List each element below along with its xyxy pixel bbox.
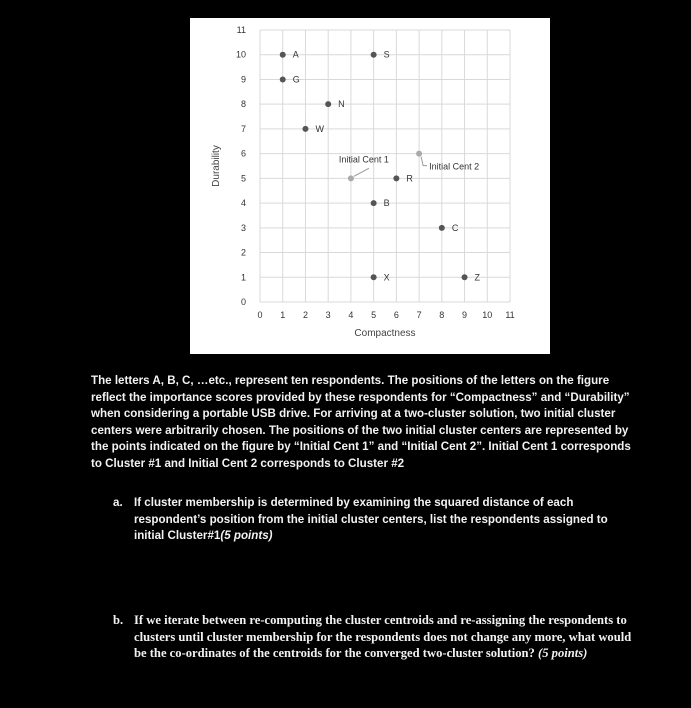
x-tick-label-4: 4 — [348, 310, 354, 320]
centroid-2 — [416, 151, 422, 157]
centroid-1 — [348, 175, 354, 181]
point-G — [280, 76, 286, 82]
question-a-body — [134, 495, 633, 545]
point-label-S: S — [383, 49, 390, 60]
x-tick-label-8: 8 — [439, 310, 445, 320]
centroid-2-callout — [421, 157, 427, 166]
question-a-points: (5 points) — [220, 529, 273, 542]
scatter-chart — [190, 18, 550, 354]
y-tick-label-4: 4 — [240, 198, 246, 209]
point-Z — [462, 274, 468, 280]
point-B — [371, 200, 377, 206]
y-axis-title: Durability — [211, 145, 222, 187]
centroid-1-callout — [354, 168, 369, 176]
y-tick-label-6: 6 — [240, 148, 246, 159]
point-label-R: R — [406, 173, 413, 184]
x-tick-label-6: 6 — [393, 310, 399, 320]
scatter-chart-panel — [190, 18, 550, 354]
y-tick-label-1: 1 — [240, 272, 246, 283]
point-W — [302, 126, 308, 132]
point-label-C: C — [451, 222, 459, 233]
x-tick-label-9: 9 — [462, 310, 468, 320]
question-a — [113, 495, 633, 545]
question-b — [113, 612, 633, 662]
question-a-letter: a. — [113, 496, 123, 509]
y-tick-label-8: 8 — [240, 99, 246, 110]
point-label-W: W — [315, 123, 324, 134]
centroid-1-label: Initial Cent 1 — [338, 154, 389, 165]
point-R — [393, 175, 399, 181]
x-tick-label-0: 0 — [257, 310, 263, 320]
y-tick-label-0: 0 — [240, 297, 246, 307]
y-tick-label-3: 3 — [240, 222, 246, 233]
y-tick-label-7: 7 — [240, 123, 246, 134]
y-tick-label-11: 11 — [236, 25, 246, 35]
x-axis-title: Compactness — [354, 328, 416, 339]
point-A — [280, 52, 286, 58]
point-label-Z: Z — [474, 272, 481, 283]
y-tick-label-9: 9 — [240, 74, 246, 85]
x-tick-label-1: 1 — [280, 310, 286, 320]
problem-description: The letters A, B, C, …etc., represent ten respondents. The positions of the letters on the figure reflect the importance scores provided by these respondents for “Compactness” and “Durability” when considering a portable USB drive. For arriving at a two-cluster solution, two initial cluster centers were arbitrarily chosen. The positions of the two initial cluster centers are represented by the points indicated on the figure by “Initial Cent 1” and “Initial Cent 2”. Initial Cent 1 corresponds to Cluster #1 and Initial Cent 2 corresponds to Cluster #2 — [91, 374, 631, 470]
y-tick-label-10: 10 — [235, 49, 246, 60]
point-C — [439, 225, 445, 231]
point-N — [325, 101, 331, 107]
question-a-text: If cluster membership is determined by examining the squared distance of each respondent’s position from the initial cluster centers, list the respondents assigned to initial Cluster#1 — [134, 496, 608, 542]
point-S — [371, 52, 377, 58]
point-X — [371, 274, 377, 280]
point-label-B: B — [383, 198, 390, 209]
x-tick-label-3: 3 — [325, 310, 331, 320]
point-label-X: X — [383, 272, 390, 283]
x-tick-label-2: 2 — [302, 310, 308, 320]
x-tick-label-10: 10 — [482, 310, 493, 320]
question-b-text: If we iterate between re-computing the cluster centroids and re-assigning the respondents to clusters until cluster membership for the respondents does not change any more, what would be the co-ordinates of the centroids for the converged two-cluster solution? — [134, 613, 632, 660]
centroid-2-label: Initial Cent 2 — [429, 161, 480, 172]
y-tick-label-2: 2 — [240, 247, 246, 258]
y-tick-label-5: 5 — [240, 173, 246, 184]
question-b-letter: b. — [113, 613, 124, 627]
x-tick-label-7: 7 — [416, 310, 422, 320]
question-b-body — [134, 612, 633, 662]
x-tick-label-5: 5 — [371, 310, 377, 320]
question-b-points: (5 points) — [538, 646, 588, 660]
point-label-N: N — [338, 99, 345, 110]
x-tick-label-11: 11 — [505, 310, 515, 320]
point-label-G: G — [292, 74, 300, 85]
point-label-A: A — [292, 49, 299, 60]
